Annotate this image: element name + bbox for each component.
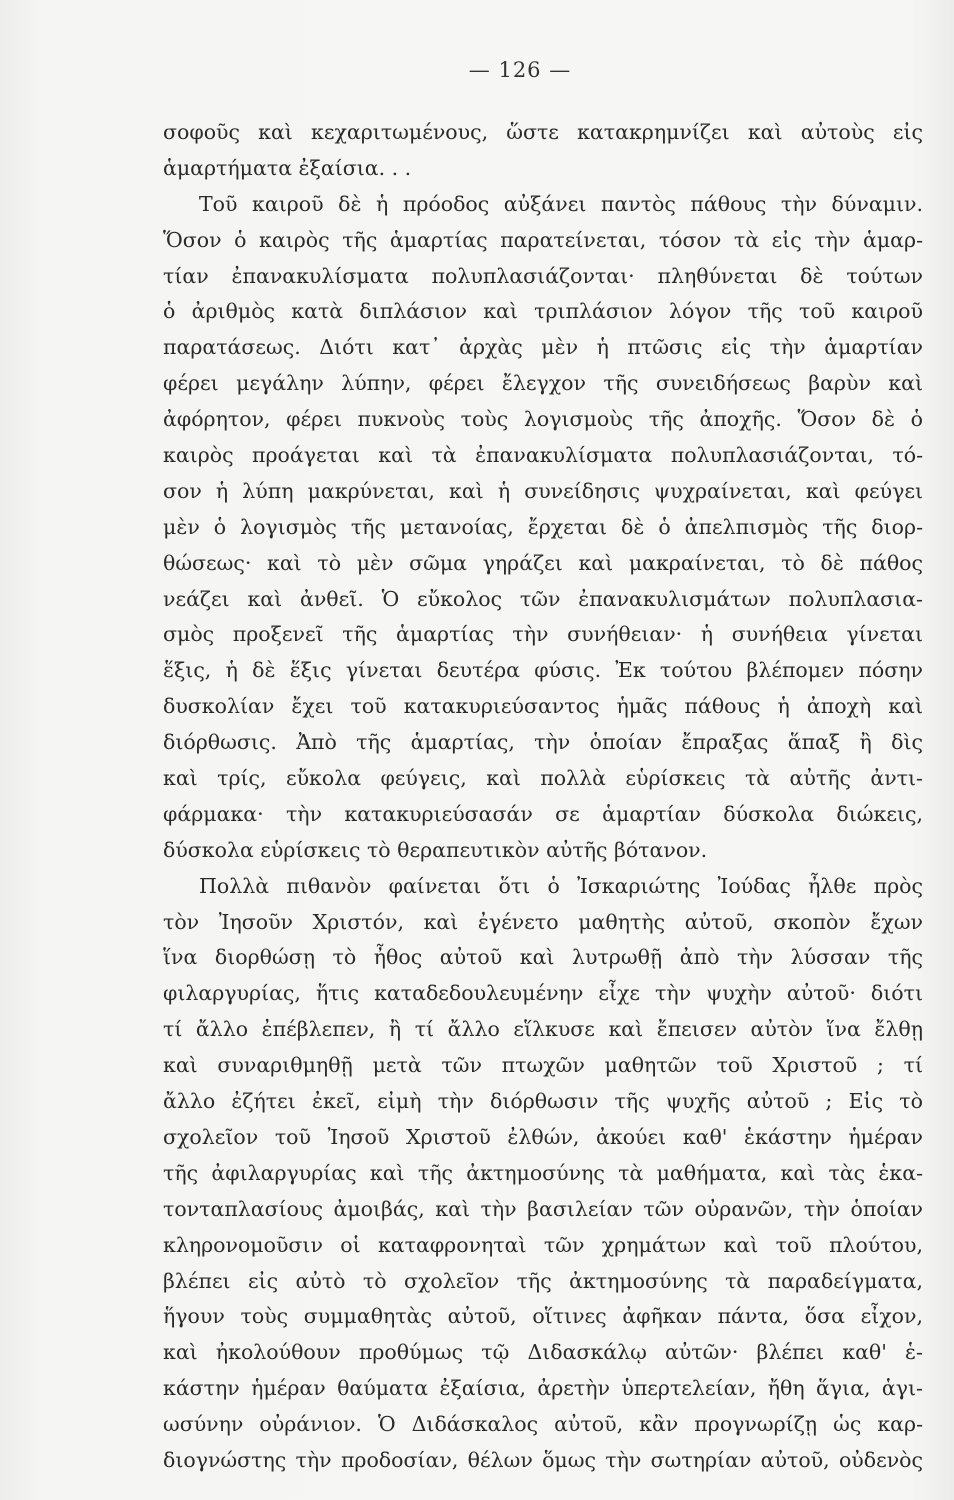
text-line: τὸν Ἰησοῦν Χριστόν, καὶ ἐγένετο μαθητὴς αὐτοῦ, σκοπὸν ἔχων	[163, 909, 923, 934]
text-line: δυσκολίαν ἔχει τοῦ κατακυριεύσαντος ἡμᾶς πάθους ἡ ἀποχὴ καὶ	[163, 694, 923, 719]
text-line: βλέπει εἰς αὐτὸ τὸ σχολεῖον τῆς ἀκτημοσύνης τὰ παραδείγματα,	[163, 1268, 923, 1293]
text-line: σχολεῖον τοῦ Ἰησοῦ Χριστοῦ ἐλθών, ἀκούει καθ' ἑκάστην ἡμέραν	[163, 1124, 923, 1149]
text-line: ἵνα διορθώσῃ τὸ ἦθος αὐτοῦ καὶ λυτρωθῇ ἀπὸ τὴν λύσσαν τῆς	[163, 945, 923, 970]
text-line: παρατάσεως. Διότι κατ᾽ ἀρχὰς μὲν ἡ πτῶσις εἰς τὴν ἁμαρτίαν	[163, 335, 923, 360]
text-line: σμὸς προξενεῖ τῆς ἁμαρτίας τὴν συνήθειαν· ἡ συνήθεια γίνεται	[163, 622, 923, 647]
text-line: μὲν ὁ λογισμὸς τῆς μετανοίας, ἔρχεται δὲ ὁ ἀπελπισμὸς τῆς διορ-	[163, 514, 923, 539]
text-line: Πολλὰ πιθανὸν φαίνεται ὅτι ὁ Ἰσκαριώτης Ἰούδας ἦλθε πρὸς	[199, 873, 923, 898]
text-line: τονταπλασίους ἀμοιβάς, καὶ τὴν βασιλείαν τῶν οὐρανῶν, τὴν ὁποίαν	[163, 1196, 923, 1221]
text-line: καὶ τρίς, εὔκολα φεύγεις, καὶ πολλὰ εὑρίσκεις τὰ αὐτῆς ἀντι-	[163, 766, 923, 791]
text-line: τίαν ἐπανακυλίσματα πολυπλασιάζονται· πληθύνεται δὲ τούτων	[163, 263, 923, 288]
text-line: ἄλλο ἐζήτει ἐκεῖ, εἰμὴ τὴν διόρθωσιν τῆς ψυχῆς αὐτοῦ ; Εἰς τὸ	[163, 1089, 923, 1114]
text-line: Τοῦ καιροῦ δὲ ἡ πρόοδος αὐξάνει παντὸς πάθους τὴν δύναμιν.	[199, 191, 923, 216]
text-line: ἁμαρτήματα ἐξαίσια. . .	[163, 155, 412, 180]
text-line: διογνώστης τὴν προδοσίαν, θέλων ὅμως τὴν σωτηρίαν αὐτοῦ, οὐδενὸς	[163, 1447, 923, 1472]
text-line: κληρονομοῦσιν οἱ καταφρονηταὶ τῶν χρημάτων καὶ τοῦ πλούτου,	[163, 1232, 923, 1257]
text-line: ωσύνην οὐράνιον. Ὁ Διδάσκαλος αὐτοῦ, κἂν προγνωρίζῃ ὡς καρ-	[163, 1412, 923, 1437]
text-line: φέρει μεγάλην λύπην, φέρει ἔλεγχον τῆς συνειδήσεως βαρὺν καὶ	[163, 371, 923, 396]
text-line: δύσκολα εὑρίσκεις τὸ θεραπευτικὸν αὐτῆς βότανον.	[163, 837, 708, 862]
text-line: φιλαργυρίας, ἥτις καταδεδουλευμένην εἶχε τὴν ψυχὴν αὐτοῦ· διότι	[163, 981, 923, 1006]
text-line: ἀφόρητον, φέρει πυκνοὺς τοὺς λογισμοὺς τῆς ἀποχῆς. Ὅσον δὲ ὁ	[163, 407, 923, 432]
text-line: φάρμακα· τὴν κατακυριεύσασάν σε ἁμαρτίαν δύσκολα διώκεις,	[163, 801, 923, 826]
text-line: καὶ συναριθμηθῇ μετὰ τῶν πτωχῶν μαθητῶν τοῦ Χριστοῦ ; τί	[163, 1053, 923, 1078]
text-line: ἕξις, ἡ δὲ ἕξις γίνεται δευτέρα φύσις. Ἐκ τούτου βλέπομεν πόσην	[163, 658, 923, 683]
page-number: — 126 —	[468, 58, 572, 82]
text-line: ὁ ἀριθμὸς κατὰ διπλάσιον καὶ τριπλάσιον λόγον τῆς τοῦ καιροῦ	[163, 299, 923, 324]
text-line: θώσεως· καὶ τὸ μὲν σῶμα γηράζει καὶ μακραίνεται, τὸ δὲ πάθος	[163, 550, 923, 575]
text-line: Ὅσον ὁ καιρὸς τῆς ἁμαρτίας παρατείνεται, τόσον τὰ εἰς τὴν ἁμαρ-	[163, 227, 923, 252]
body-text	[163, 115, 923, 1479]
text-line: καιρὸς προάγεται καὶ τὰ ἐπανακυλίσματα πολυπλασιάζονται, τό-	[163, 443, 923, 468]
text-line: διόρθωσις. Ἀπὸ τῆς ἁμαρτίας, τὴν ὁποίαν ἔπραξας ἅπαξ ἢ δὶς	[163, 730, 923, 755]
text-line: νεάζει καὶ ἀνθεῖ. Ὁ εὔκολος τῶν ἐπανακυλισμάτων πολυπλασια-	[163, 586, 923, 611]
text-line: ἥγουν τοὺς συμμαθητὰς αὐτοῦ, οἵτινες ἀφῆκαν πάντα, ὅσα εἶχον,	[163, 1304, 923, 1329]
text-line: σον ἡ λύπη μακρύνεται, καὶ ἡ συνείδησις ψυχραίνεται, καὶ φεύγει	[163, 478, 923, 503]
text-line: τί ἄλλο ἐπέβλεπεν, ἢ τί ἄλλο εἵλκυσε καὶ ἔπεισεν αὐτὸν ἵνα ἔλθῃ	[163, 1017, 923, 1042]
text-line: καὶ ἠκολούθουν προθύμως τῷ Διδασκάλῳ αὐτῶν· βλέπει καθ' ἑ-	[163, 1340, 923, 1365]
text-line: τῆς ἀφιλαργυρίας καὶ τῆς ἀκτημοσύνης τὰ μαθήματα, καὶ τὰς ἑκα-	[163, 1160, 923, 1185]
text-line: σοφοῦς καὶ κεχαριτωμένους, ὥστε κατακρημνίζει καὶ αὐτοὺς εἰς	[163, 120, 923, 144]
text-line: κάστην ἡμέραν θαύματα ἐξαίσια, ἀρετὴν ὑπερτελείαν, ἤθη ἅγια, ἁγι-	[163, 1376, 923, 1401]
